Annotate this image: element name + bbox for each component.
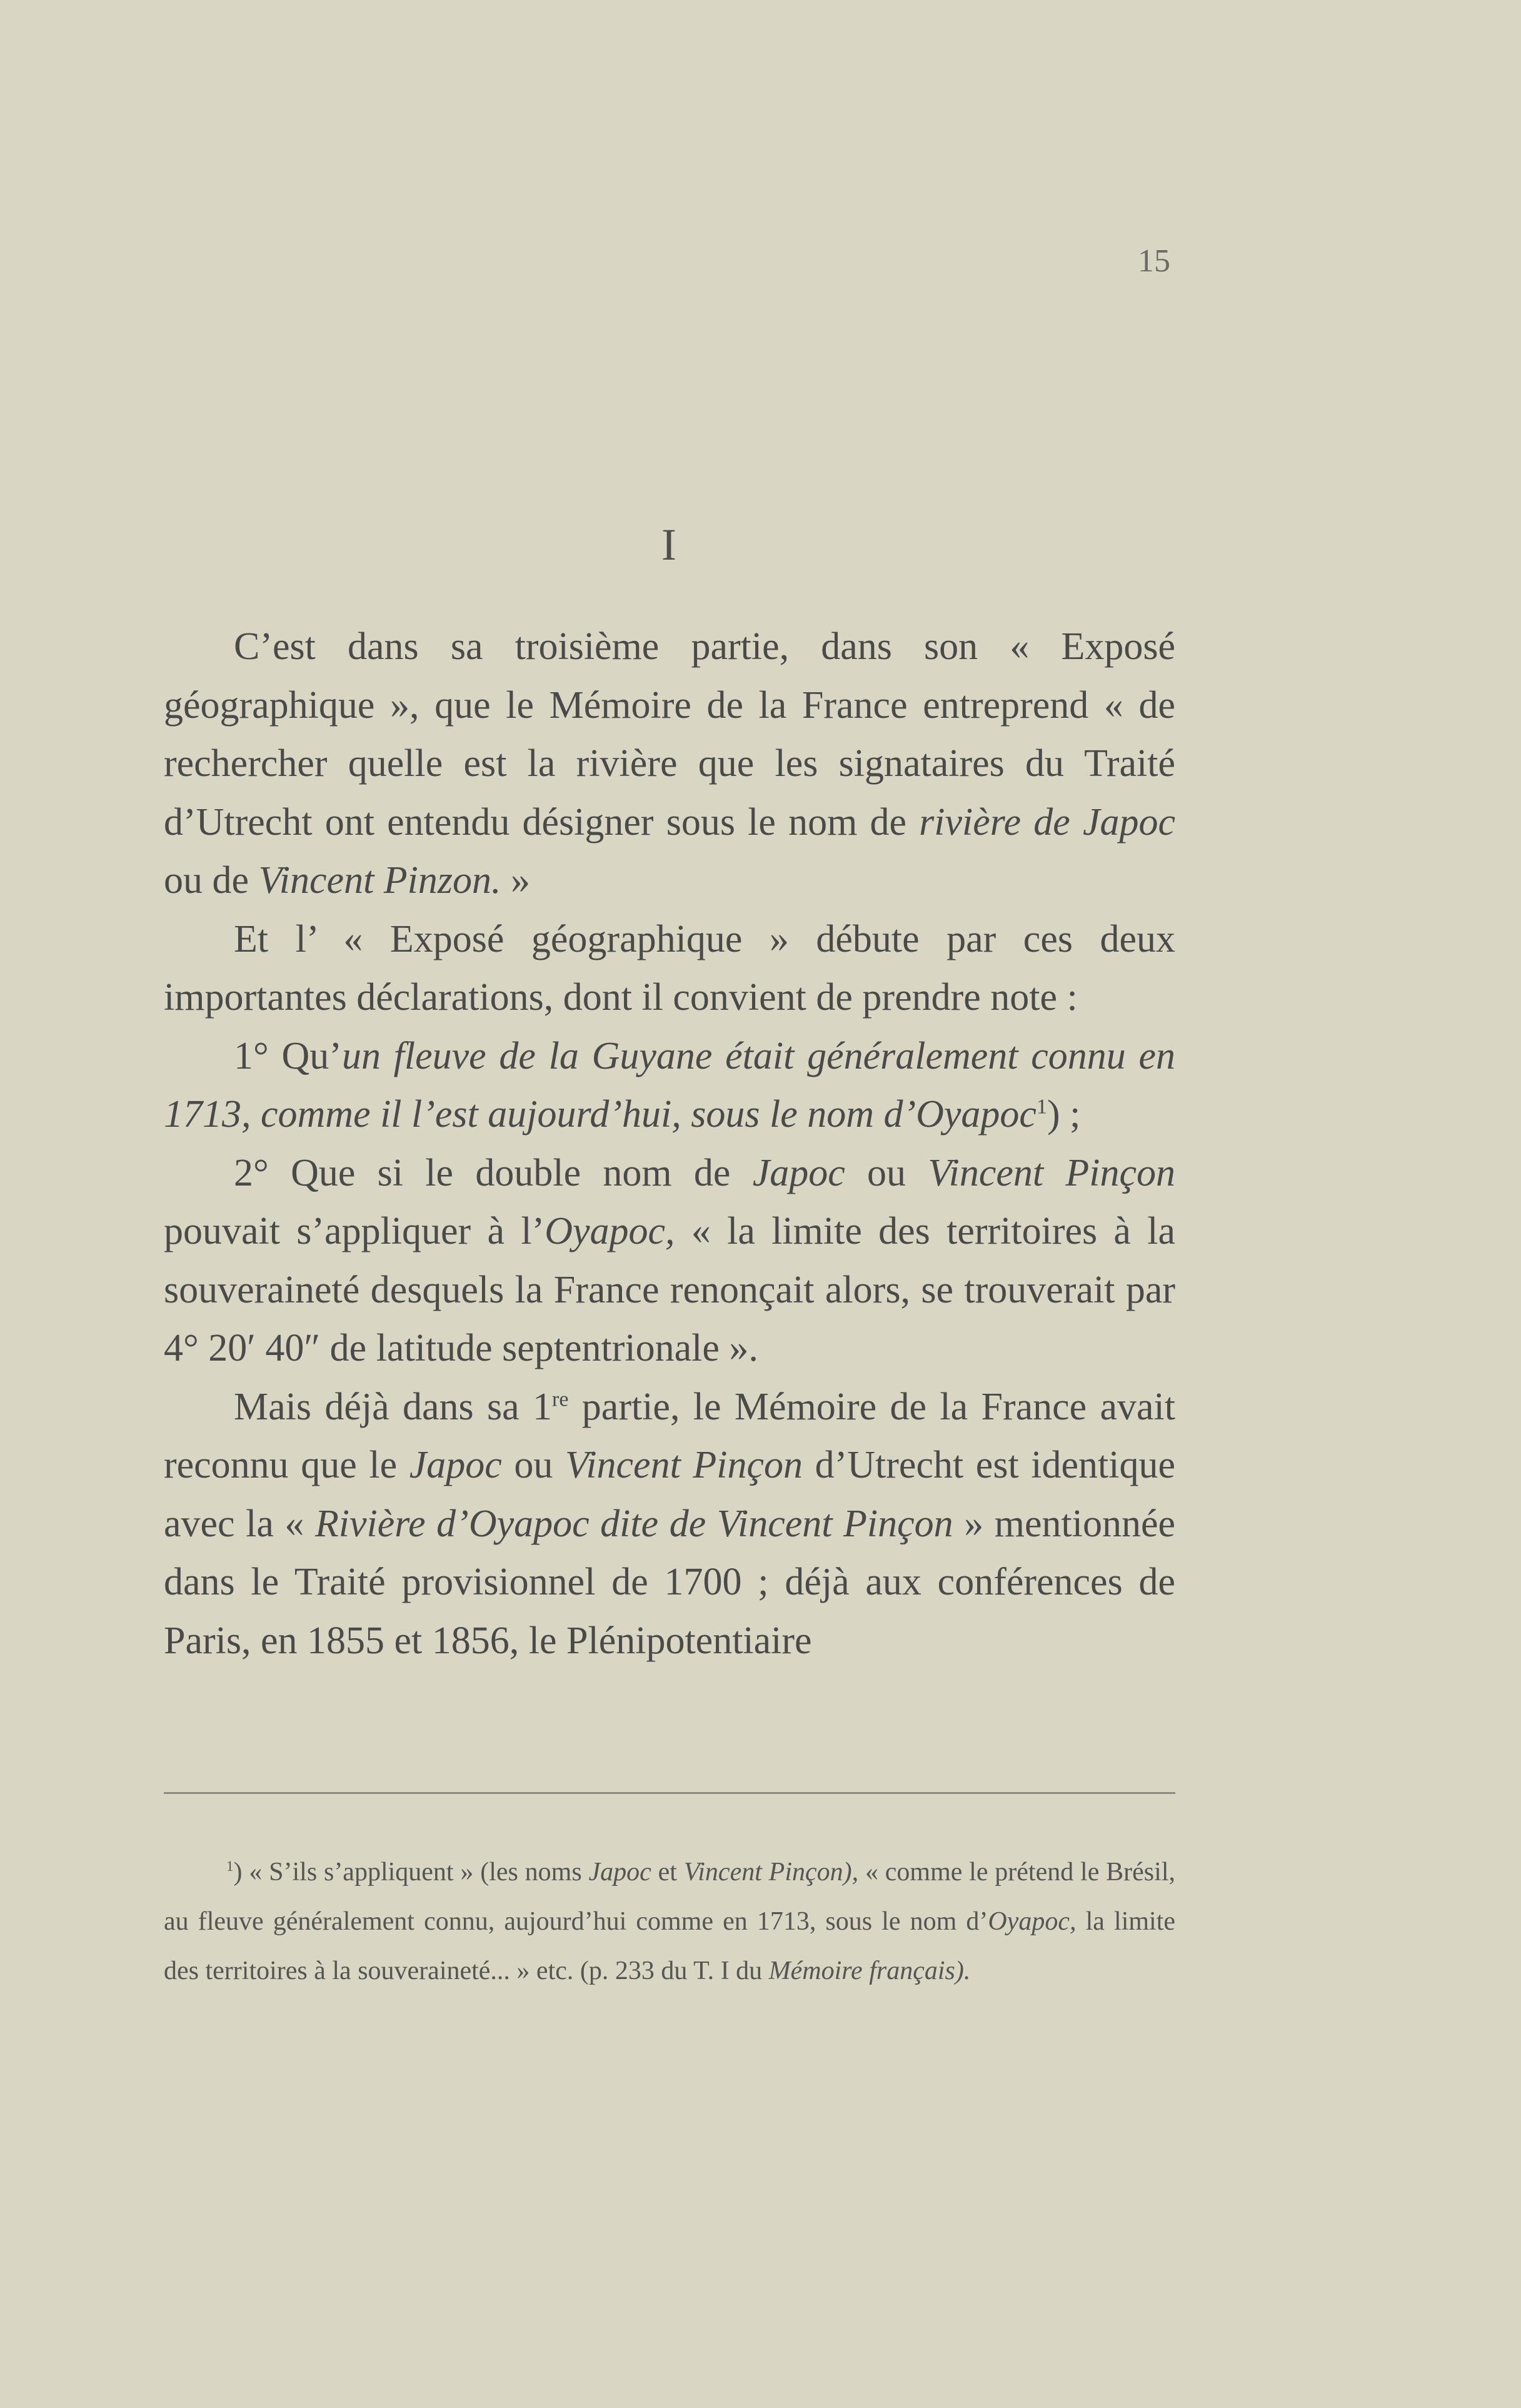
text-run: ) ; [1047,1093,1081,1136]
text-run: 2° Que si le double nom de [234,1151,753,1194]
italic-run: Oyapoc, [545,1210,675,1252]
paragraph-1 [164,618,1175,910]
text-run: « comme le prétend le Brésil, au fleuve généralement connu, aujourd’hui comme en 1713, sous le nom d’ [164,1858,1175,1936]
paragraph-5 [164,1378,1175,1671]
paragraph-2 [164,910,1175,1027]
text-run: « la limite des territoires à la souveraineté desquels la France renonçait alors, se trouverait par 4° 20′ 40″ de latitude septentrionale ». [164,1210,1175,1369]
italic-run: Rivière d’Oyapoc dite de Vincent Pinçon [314,1502,953,1545]
text-run: C’est dans sa troisième partie, dans son « Exposé géographique », que le Mémoire de la France entreprend « de rechercher quelle est la rivière que les signataires du Traité d’Utrecht ont entendu désigner sous le nom de [164,625,1175,844]
italic-run: Oyapoc, [988,1907,1077,1936]
italic-run: Vincent Pinçon), [683,1858,859,1887]
text-run: » [501,859,531,902]
italic-run: un fleuve de la Guyane était généralement connu en 1713, comme il l’est aujourd’hui, sous le nom d’Oyapoc [164,1034,1175,1136]
text-run: ou de [164,859,259,902]
italic-run: Japoc [752,1151,845,1194]
text-run: Et l’ « Exposé géographique » débute par ces deux importantes déclarations, dont il convient de prendre note : [164,917,1175,1019]
italic-run: Vincent Pinzon. [258,859,501,902]
italic-run: Mémoire français). [768,1957,971,1985]
text-run: 1° Qu’ [234,1034,342,1077]
footnote-1 [164,1848,1175,1996]
text-run: et [651,1858,684,1887]
italic-run: rivière de Japoc [919,800,1175,844]
text-run: Mais déjà dans sa 1 [234,1385,552,1428]
section-heading: I [661,520,676,570]
footnote-marker: 1 [226,1858,234,1874]
page-number: 15 [1138,243,1170,279]
text-run: d’Utrecht est identique avec la « [164,1444,1175,1545]
text-run: ) « S’ils s’appliquent » (les noms [233,1858,589,1887]
italic-run: Vincent Pinçon [565,1444,803,1486]
text-run: pouvait s’appliquer à l’ [164,1210,545,1252]
text-run: partie, le Mémoire de la France avait reconnu que le [164,1385,1175,1486]
main-text [164,618,1175,1670]
italic-run: Japoc [409,1444,502,1486]
text-run: ou [845,1151,928,1194]
ordinal-superscript: re [551,1387,569,1411]
text-run: ou [501,1444,566,1486]
footnote-separator [164,1792,1175,1794]
italic-run: Vincent Pinçon [928,1151,1175,1194]
footnotes [164,1848,1175,1996]
paragraph-3 [164,1027,1175,1144]
text-run: » mentionnée dans le Traité provisionnel de 1700 ; déjà aux conférences de Paris, en 1855 et 1856, le Plénipotentiaire [164,1502,1176,1662]
paragraph-4 [164,1144,1175,1378]
footnote-reference: 1 [1036,1095,1047,1119]
italic-run: Japoc [588,1858,651,1887]
text-run: la limite des territoires à la souveraineté... » etc. (p. 233 du T. I du [164,1907,1176,1985]
